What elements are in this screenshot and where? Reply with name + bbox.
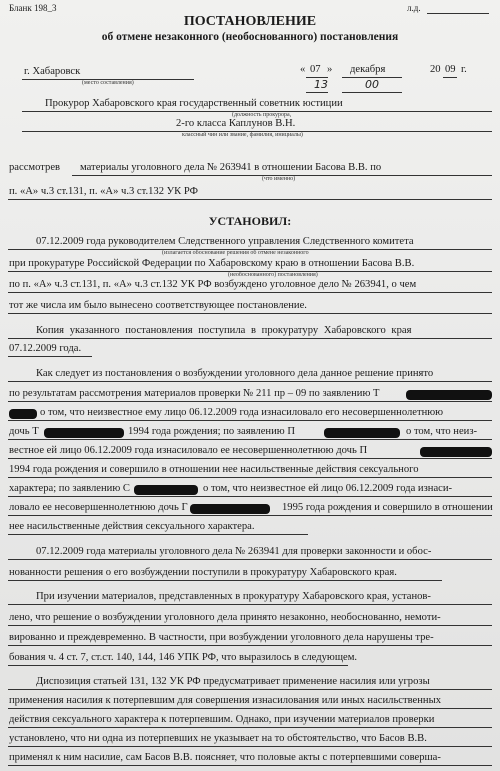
body-line-2: при прокуратуре Российской Федерации по Хабаровскому краю в отношении Басова В.В. xyxy=(9,258,415,269)
prosecutor-rank: 2-го класса Каплунов В.Н. xyxy=(176,118,296,129)
body-line-14a: ловало ее несовершеннолетнюю дочь Г xyxy=(9,502,188,513)
body-line-16: 07.12.2009 года материалы уголовного дела № 263941 для проверки законности и обос- xyxy=(36,546,432,557)
body-line-10c: о том, что неиз- xyxy=(406,426,478,437)
redaction-2 xyxy=(9,409,37,419)
body-line-21: бования ч. 4 ст. 7, ст.ст. 140, 144, 146 УПК РФ, что выразилось в следующем. xyxy=(9,652,358,663)
body-line-5: Копия указанного постановления поступила в прокуратуру Хабаровского края xyxy=(36,325,412,336)
body-line-17: нованности решения о его возбуждении поступили в прокуратуру Хабаровского края. xyxy=(9,567,397,578)
body-line-13a: характера; по заявлению С xyxy=(9,483,130,494)
handwritten-minute: 00 xyxy=(365,78,379,91)
body-line-22: Диспозиция статьей 131, 132 УК РФ предусматривает применение насилия или угрозы xyxy=(36,676,430,687)
date-year-end: г. xyxy=(461,64,467,75)
body-line-9: о том, что неизвестное ему лицо 06.12.2009 года изнасиловало его несовершеннолетнюю xyxy=(40,407,444,418)
body-line-25: установлено, что ни одна из потерпевших не указывает на то обстоятельство, что Басов В.В. xyxy=(9,733,427,744)
date-day-close: » xyxy=(327,64,333,75)
body-line-10a: дочь Т xyxy=(9,426,39,437)
date-year-prefix: 20 xyxy=(430,64,441,75)
body-line-24: действия сексуального характера к потерпевшим. Однако, при изучении материалов проверки xyxy=(9,714,435,725)
handwritten-hour: 13 xyxy=(314,78,328,91)
place-city: г. Хабаровск xyxy=(24,66,81,77)
established-heading: УСТАНОВИЛ: xyxy=(208,214,292,228)
date-year-suffix: 09 xyxy=(445,64,456,75)
redaction-1 xyxy=(406,390,492,400)
body-line-3: по п. «А» ч.3 ст.131, п. «А» ч.3 ст.132 УК РФ возбуждено уголовное дело № 263941, о чем xyxy=(9,279,417,290)
prosecutor-caption-2: классный чин или звание, фамилия, инициалы) xyxy=(182,132,303,138)
body-line-23: применения насилия к потерпевшим для совершения изнасилования или иных насильственных xyxy=(9,695,442,706)
caption-justification-2: (необоснованного) постановления) xyxy=(228,272,318,278)
redaction-5 xyxy=(420,447,492,457)
body-line-19: лено, что решение о возбуждении уголовного дела принято незаконно, необоснованно, немоти- xyxy=(9,612,441,623)
document-title: ПОСТАНОВЛЕНИЕ xyxy=(183,14,317,29)
considered-caption: (что именно) xyxy=(262,176,296,182)
prosecutor-caption: (должность прокурора, xyxy=(232,112,292,118)
redaction-4 xyxy=(324,428,400,438)
date-day: 07 xyxy=(310,64,321,75)
body-line-20: вированно и преждевременно. В частности, при возбуждении уголовного дела нарушены тре- xyxy=(9,632,434,643)
considered-articles: п. «А» ч.3 ст.131, п. «А» ч.3 ст.132 УК РФ xyxy=(9,186,198,197)
body-line-14b: 1995 года рождения и совершило в отношении xyxy=(282,502,493,513)
date-month: декабря xyxy=(350,64,386,75)
redaction-7 xyxy=(190,504,270,514)
considered-text: материалы уголовного дела № 263941 в отношении Басова В.В. по xyxy=(80,162,382,173)
considered-label: рассмотрев xyxy=(9,162,61,173)
body-line-18: При изучении материалов, представленных в прокуратуру Хабаровского края, установ- xyxy=(36,591,431,602)
body-line-13b: о том, что неизвестное ей лицо 06.12.2009 года изнаси- xyxy=(203,483,453,494)
case-ref: л.д. xyxy=(407,3,421,13)
body-line-15: нее насильственные действия сексуального характера. xyxy=(9,521,255,532)
body-line-11: вестное ей лицо 06.12.2009 года изнасиловало ее несовершеннолетнюю дочь П xyxy=(9,445,368,456)
prosecutor-line: Прокурор Хабаровского края государственный советник юстиции xyxy=(45,98,343,109)
document-subtitle: об отмене незаконного (необоснованного) постановления xyxy=(101,31,399,43)
date-day-open: « xyxy=(300,64,306,75)
redaction-6 xyxy=(134,485,198,495)
body-line-4: тот же числа им было вынесено соответствующее постановление. xyxy=(9,300,307,311)
place-caption: (место составления) xyxy=(82,80,134,86)
redaction-3 xyxy=(44,428,124,438)
caption-justification: (излагается обоснование решения об отмене незаконного xyxy=(162,250,309,256)
body-line-26: применял к ним насилие, сам Басов В.В. поясняет, что половые акты с потерпевшими соверша- xyxy=(9,752,441,763)
body-line-8: по результатам рассмотрения материалов проверки № 211 пр – 09 по заявлению Т xyxy=(9,388,380,399)
form-number: Бланк 198_3 xyxy=(9,3,57,13)
body-line-6: 07.12.2009 года. xyxy=(9,343,82,354)
body-line-12: 1994 года рождения и совершило в отношении нее насильственные действия сексуального xyxy=(9,464,419,475)
body-line-1: 07.12.2009 года руководителем Следственного управления Следственного комитета xyxy=(36,236,414,247)
body-line-7: Как следует из постановления о возбуждении уголовного дела данное решение принято xyxy=(36,368,434,379)
body-line-10b: 1994 года рождения; по заявлению П xyxy=(128,426,295,437)
